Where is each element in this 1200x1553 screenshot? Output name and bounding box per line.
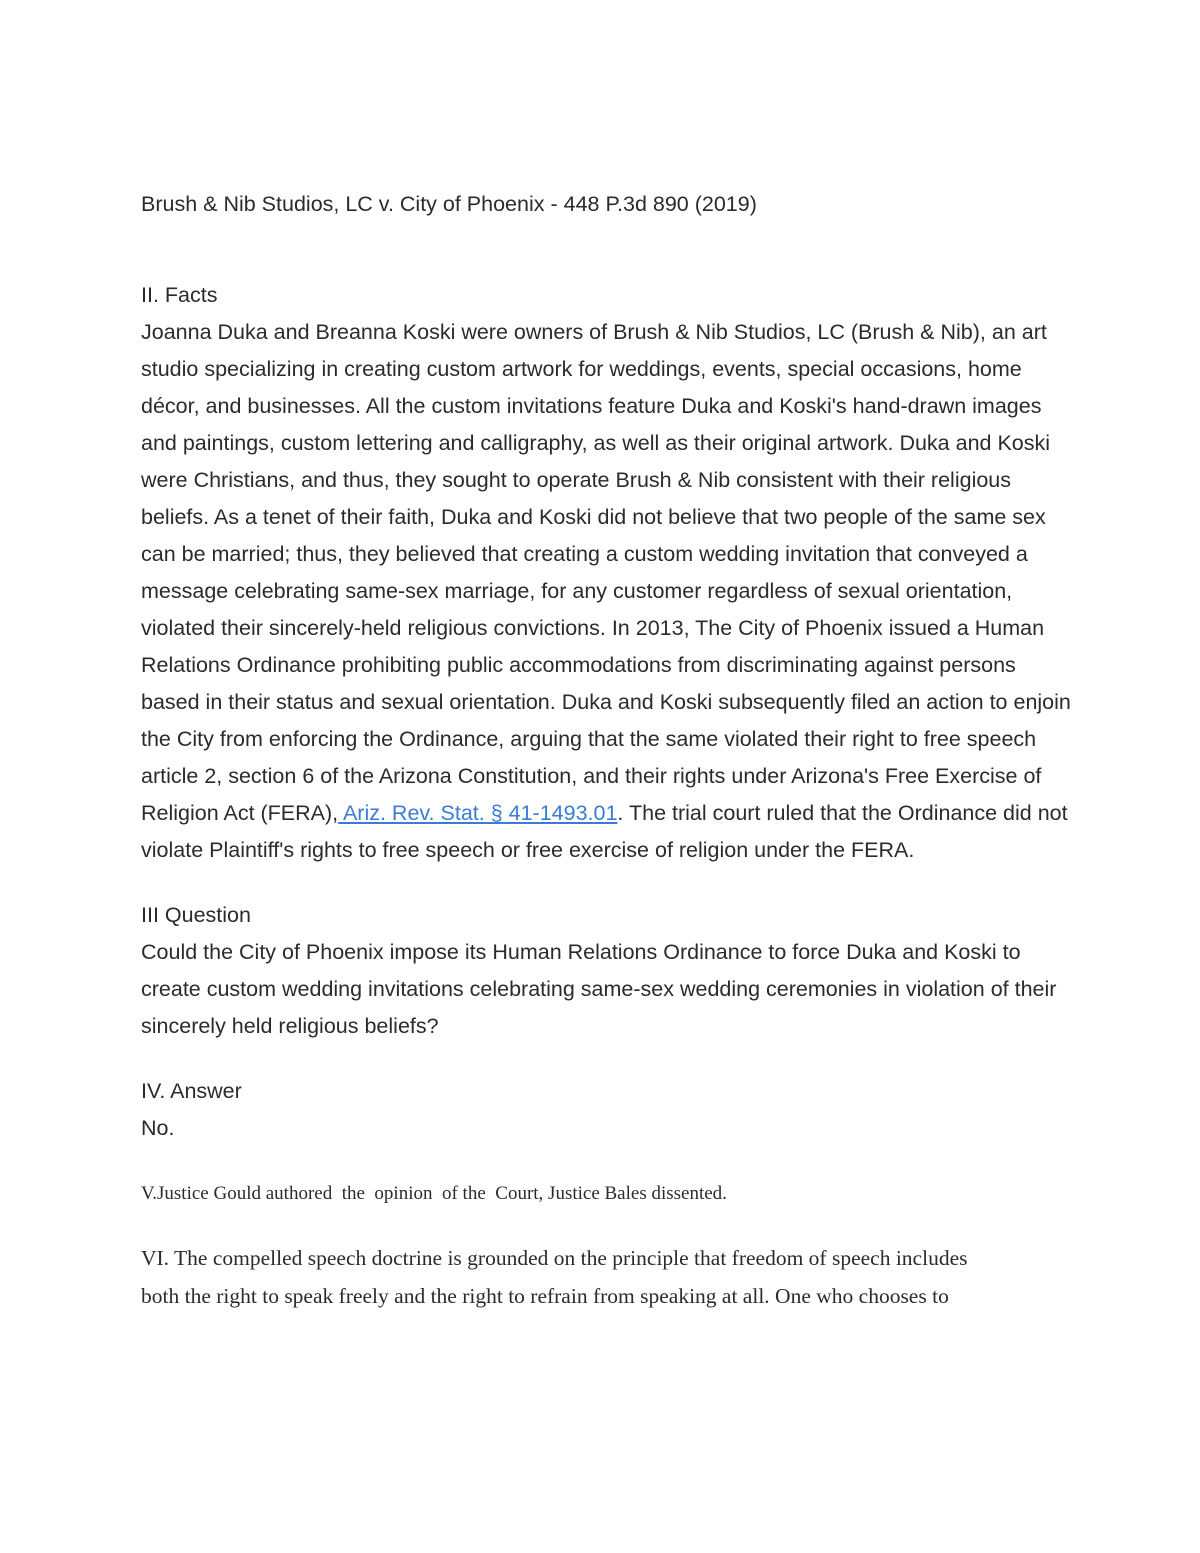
opinion-section (141, 1239, 1071, 1315)
question-section (141, 897, 1071, 1045)
facts-text-continued: . The trial court ruled that the Ordinance did not violate Plaintiff's rights to free speech or free exercise of religion under the FERA. (141, 801, 1068, 862)
answer-section (141, 1073, 1071, 1147)
question-heading: III Question (141, 903, 251, 927)
facts-heading: II. Facts (141, 283, 218, 307)
statute-link[interactable]: Ariz. Rev. Stat. § 41-1493.01 (338, 801, 618, 825)
question-text: Could the City of Phoenix impose its Human Relations Ordinance to force Duka and Koski to create custom wedding invitations celebrating same-sex wedding ceremonies in violation of their sincerely held religious beliefs? (141, 940, 1057, 1038)
document-page (141, 186, 1071, 1315)
justices-text: V.Justice Gould authored the opinion of the Court, Justice Bales dissented. (141, 1183, 727, 1204)
facts-paragraph (141, 314, 1071, 869)
case-title: Brush & Nib Studios, LC v. City of Phoenix - 448 P.3d 890 (2019) (141, 192, 757, 216)
spacer (141, 1213, 1071, 1239)
facts-text: Joanna Duka and Breanna Koski were owners of Brush & Nib Studios, LC (Brush & Nib), an art studio specializing in creating custom artwork for weddings, events, special occasions, home décor, and businesses. All the custom invitations feature Duka and Koski's hand-drawn images and paintings, custom lettering and calligraphy, as well as their original artwork. Duka and Koski were Christians, and thus, they sought to operate Brush & Nib consistent with their religious beliefs. As a tenet of their faith, Duka and Koski did not believe that two people of the same sex can be married; thus, they believed that creating a custom wedding invitation that conveyed a message celebrating same-sex marriage, for any customer regardless of sexual orientation, violated their sincerely-held religious convictions. In 2013, The City of Phoenix issued a Human Relations Ordinance prohibiting public accommodations from discriminating against persons based in their status and sexual orientation. Duka and Koski subsequently filed an action to enjoin the City from enforcing the Ordinance, arguing that the same violated their right to free speech article 2, section 6 of the Arizona Constitution, and their rights under Arizona's Free Exercise of Religion Act (FERA), (141, 320, 1071, 825)
spacer (141, 223, 1071, 277)
spacer (141, 869, 1071, 897)
spacer (141, 1045, 1071, 1073)
answer-text: No. (141, 1116, 175, 1140)
spacer (141, 1147, 1071, 1175)
opinion-line: both the right to speak freely and the right to refrain from speaking at all. One who chooses to (141, 1284, 949, 1308)
answer-heading: IV. Answer (141, 1079, 242, 1103)
facts-section (141, 277, 1071, 869)
opinion-line: VI. The compelled speech doctrine is grounded on the principle that freedom of speech includes (141, 1246, 968, 1270)
